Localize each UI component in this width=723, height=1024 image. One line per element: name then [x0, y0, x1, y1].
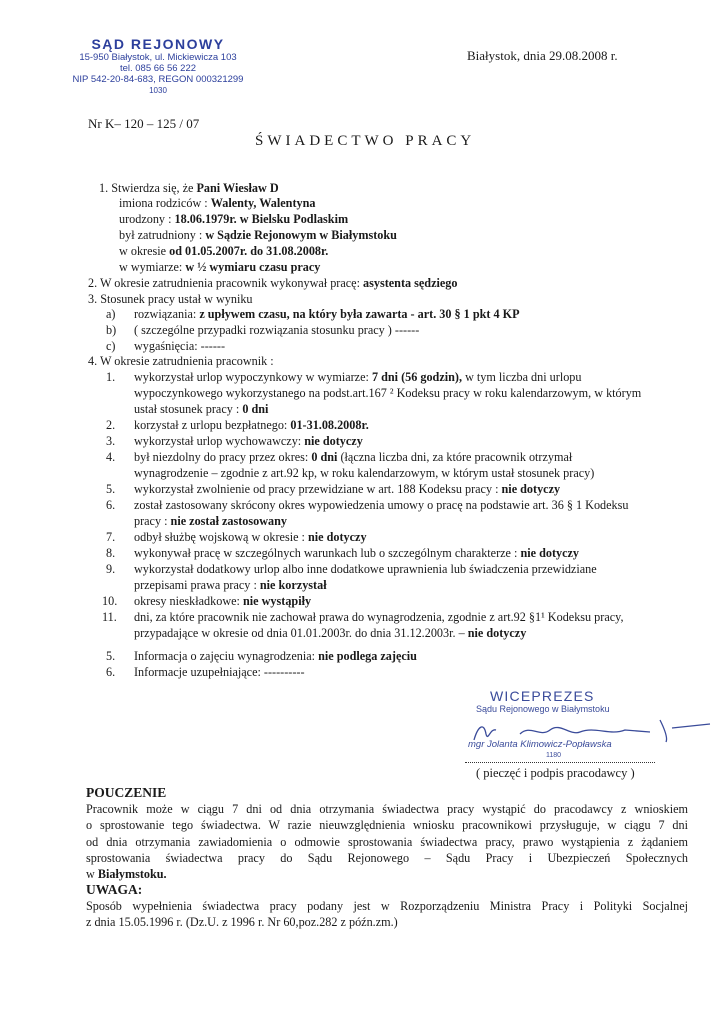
sec6-number: 6. — [106, 665, 116, 679]
note-line: z dnia 15.05.1996 r. (Dz.U. z 1996 r. Nr 60,poz.282 z późn.zm.) — [86, 915, 398, 930]
sec4-item-line — [134, 434, 363, 449]
sec4-item-line — [134, 530, 367, 545]
period-label: w okresie — [119, 244, 170, 258]
sec4-item-line — [134, 370, 582, 385]
sec6-line: Informacje uzupełniające: ---------- — [134, 665, 305, 679]
employed-label: był zatrudniony : — [119, 228, 206, 242]
sec3-c-mark: c) — [106, 339, 116, 353]
sec4-item-text: wykorzystał urlop wypoczynkowy w wymiarze: — [134, 370, 372, 384]
sec4-item-text: dni, za które pracownik nie zachował prawa do wynagrodzenia, zgodnie z art.92 §1¹ Kodeksu pracy, — [134, 610, 624, 624]
sec3-head: 3. Stosunek pracy ustał w wyniku — [88, 292, 253, 306]
seizure-value: nie podlega zajęciu — [318, 649, 417, 663]
reference-number: Nr K– 120 – 125 / 07 — [88, 116, 200, 131]
sec3-a — [134, 307, 520, 322]
sec4-item-number: 8. — [106, 546, 116, 560]
sec4-item-text: przepisami prawa pracy : — [134, 578, 260, 592]
born-value: 18.06.1979r. w Bielsku Podlaskim — [174, 212, 349, 226]
note-text — [86, 898, 688, 931]
stamp-address: 15-950 Białystok, ul. Mickiewicza 103 — [79, 52, 237, 63]
sec4-item-value: nie został zastosowany — [170, 514, 288, 528]
sec4-item-text: wykorzystał zwolnienie od pracy przewidziane w art. 188 Kodeksu pracy : — [134, 482, 502, 496]
stamp-ids: NIP 542-20-84-683, REGON 000321299 — [72, 74, 244, 85]
born-label: urodzony : — [119, 212, 175, 226]
sec4-item-value: nie korzystał — [259, 578, 327, 592]
sec4-item-value: 0 dni — [242, 402, 269, 416]
signature-stamp-court: Sądu Rejonowego w Białymstoku — [476, 704, 610, 714]
court-stamp — [58, 36, 258, 96]
sec4-item-line — [134, 578, 327, 593]
signature-stamp-title: WICEPREZES — [490, 688, 595, 704]
instruction-line: od dnia otrzymania zawiadomienia o odmowie sprostowania świadectwa pracy, prawo wystąpienia z żądaniem — [86, 834, 688, 849]
sec4-item-line — [134, 562, 597, 577]
sec1-line5 — [119, 244, 328, 259]
sec4-item-text: wykorzystał dodatkowy urlop albo inne dodatkowe uprawnienia lub świadczenia przewidziane — [134, 562, 597, 576]
sec4-head: 4. W okresie zatrudnienia pracownik : — [88, 354, 274, 368]
sec2-line — [88, 276, 457, 291]
sec3-a-mark: a) — [106, 307, 116, 321]
sec3-b-mark: b) — [106, 323, 117, 337]
sec4-item-text: w tym liczba dni urlopu — [462, 370, 582, 384]
sec4-item-text: wykorzystał urlop wychowawczy: — [134, 434, 305, 448]
stamp-code: 1030 — [149, 86, 167, 95]
sec3-b: ( szczególne przypadki rozwiązania stosunku pracy ) ------ — [134, 323, 420, 337]
sec4-item-number: 2. — [106, 418, 116, 432]
sec4-item-value: nie dotyczy — [304, 434, 363, 448]
sec4-item-value: 0 dni — [311, 450, 338, 464]
sec4-item-value: nie dotyczy — [501, 482, 561, 496]
document-title: ŚWIADECTWO PRACY — [255, 133, 476, 149]
position-label: 2. W okresie zatrudnienia pracownik wykonywał pracę: — [88, 276, 364, 290]
sec4-item-line — [134, 450, 572, 465]
workload-label: w wymiarze: — [119, 260, 186, 274]
instruction-last-b: Białymstoku. — [97, 867, 167, 882]
sec4-item-text: przypadające w okresie od dnia 01.01.2003r. do dnia 31.12.2003r. – — [134, 626, 468, 640]
instruction-text — [86, 801, 688, 882]
instruction-line: o sprostowanie tego świadectwa. W razie nieuwzględnienia wniosku pracownikowi przysługuje, w ciągu 7 dni — [86, 818, 688, 833]
sec4-item-number: 11. — [102, 610, 117, 624]
sec3-c: wygaśnięcia: ------ — [134, 339, 226, 353]
sec1-line3 — [119, 212, 348, 227]
sec4-item-value: 7 dni (56 godzin), — [371, 370, 463, 384]
instruction-line: Pracownik może w ciągu 7 dni od dnia otrzymania świadectwa pracy wystąpić do pracodawcy z wnioskiem — [86, 802, 688, 816]
stamp-court-name: SĄD REJONOWY — [91, 36, 225, 52]
period-value: od 01.05.2007r. do 31.08.2008r. — [169, 244, 329, 258]
seizure-label: Informacja o zajęciu wynagrodzenia: — [134, 649, 319, 663]
sec4-item-text: został zastosowany skrócony okres wypowiedzenia umowy o pracę na podstawie art. 36 § 1 Kodeksu — [134, 498, 629, 512]
stamp-phone: tel. 085 66 56 222 — [119, 63, 197, 74]
sec4-item-value: 01-31.08.2008r. — [290, 418, 369, 432]
parents-value: Walenty, Walentyna — [210, 196, 316, 210]
city-date: Białystok, dnia 29.08.2008 r. — [467, 48, 618, 63]
note-line: Sposób wypełnienia świadectwa pracy podany jest w Rozporządzeniu Ministra Pracy i Polityki Socjalnej — [86, 899, 688, 913]
sec5-number: 5. — [106, 649, 116, 663]
termination-label: rozwiązania: — [134, 307, 200, 321]
sec4-item-number: 10. — [102, 594, 118, 608]
signatory-number: 1180 — [546, 752, 562, 759]
sec1-intro: 1. Stwierdza się, że — [99, 181, 197, 195]
sec4-item-text: wykonywał pracę w szczególnych warunkach lub o szczególnym charakterze : — [134, 546, 521, 560]
sec4-item-line — [134, 594, 311, 609]
sec4-item-line — [134, 466, 594, 481]
sec4-item-line — [134, 610, 624, 625]
sec4-item-text: wynagrodzenie – zgodnie z art.92 kp, w roku kalendarzowym, w którym ustał stosunek pracy) — [134, 466, 595, 480]
signature-dotted-line — [465, 762, 655, 763]
sec1-line6 — [119, 260, 320, 275]
sec4-item-value: nie dotyczy — [467, 626, 527, 640]
sec4-item-line — [134, 626, 526, 641]
sec4-item-line — [134, 418, 369, 433]
signature-caption: ( pieczęć i podpis pracodawcy ) — [476, 766, 635, 780]
sec4-item-line — [134, 482, 560, 497]
sec4-item-value: nie dotyczy — [520, 546, 580, 560]
sec4-item-number: 6. — [106, 498, 116, 512]
instruction-heading: POUCZENIE — [86, 785, 167, 800]
sec4-item-line — [134, 514, 287, 529]
sec4-item-line — [134, 546, 579, 561]
sec4-item-value: nie wystąpiły — [243, 594, 312, 608]
sec1-line4 — [119, 228, 397, 243]
sec4-item-number: 9. — [106, 562, 116, 576]
position-value: asystenta sędziego — [363, 276, 458, 290]
workload-value: w ½ wymiaru czasu pracy — [185, 260, 321, 274]
note-heading: UWAGA: — [86, 882, 143, 897]
sec4-item-text: ustał stosunek pracy : — [134, 402, 243, 416]
sec1-line2 — [119, 196, 315, 211]
sec1-line1 — [99, 181, 279, 196]
sec4-item-text: odbył służbę wojskową w okresie : — [134, 530, 308, 544]
sec4-item-text: wypoczynkowego wykorzystanego na podst.art.167 ² Kodeksu pracy w roku kalendarzowym, w którym — [134, 386, 642, 400]
instruction-last-a: w — [86, 867, 98, 882]
parents-label: imiona rodziców : — [119, 196, 211, 210]
sec4-item-line — [134, 386, 641, 401]
instruction-line: sprostowania świadectwa pracy do Sądu Rejonowego – Sądu Pracy i Ubezpieczeń Społecznych — [86, 850, 688, 865]
sec4-item-number: 5. — [106, 482, 116, 496]
sec4-item-number: 1. — [106, 370, 116, 384]
employee-name: Pani Wiesław D — [196, 181, 279, 195]
sec4-item-text: okresy nieskładkowe: — [134, 594, 243, 608]
sec4-item-line — [134, 402, 268, 417]
sec4-item-number: 4. — [106, 450, 116, 464]
sec4-item-number: 3. — [106, 434, 116, 448]
sec4-item-text: korzystał z urlopu bezpłatnego: — [134, 418, 291, 432]
sec5-line — [134, 649, 417, 664]
signatory-name: mgr Jolanta Klimowicz-Popławska — [468, 739, 612, 750]
sec4-item-text: (łączna liczba dni, za które pracownik otrzymał — [337, 450, 573, 464]
sec4-item-text: był niezdolny do pracy przez okres: — [134, 450, 312, 464]
sec4-item-number: 7. — [106, 530, 116, 544]
sec4-item-text: pracy : — [134, 514, 171, 528]
sec4-item-value: nie dotyczy — [307, 530, 367, 544]
sec4-item-line — [134, 498, 628, 513]
employed-value: w Sądzie Rejonowym w Białymstoku — [205, 228, 397, 242]
instruction-line-last — [86, 866, 688, 882]
termination-value: z upływem czasu, na który była zawarta - art. 30 § 1 pkt 4 KP — [199, 307, 520, 321]
